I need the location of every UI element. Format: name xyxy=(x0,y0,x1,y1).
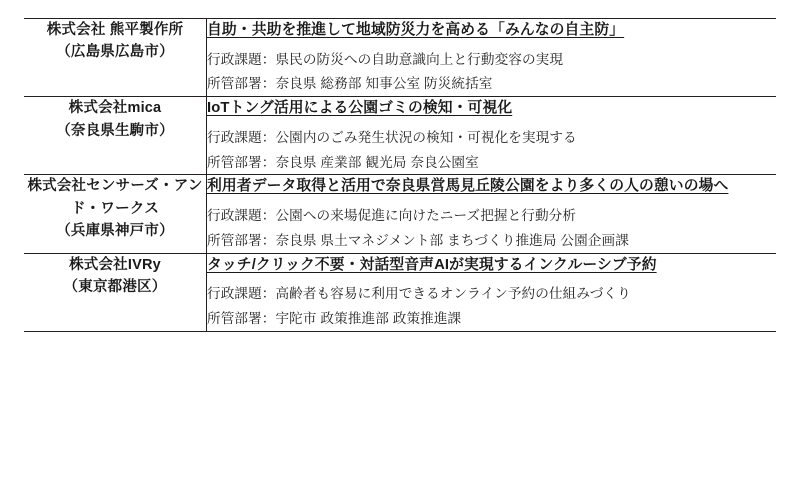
company-cell xyxy=(24,97,207,175)
proposal-title: タッチ/クリック不要・対話型音声AIが実現するインクルーシブ予約 xyxy=(207,256,657,273)
detail-cell xyxy=(207,253,777,331)
company-name: 株式会社IVRy xyxy=(69,256,161,273)
proposal-title: IoTトング活用による公園ゴミの検知・可視化 xyxy=(207,100,513,117)
company-cell xyxy=(24,19,207,97)
detail-cell xyxy=(207,175,777,253)
admin-issue: 行政課題：公園への来場促進に向けたニーズ把握と行動分析 xyxy=(207,208,577,224)
department: 所管部署：奈良県 総務部 知事公室 防災統括室 xyxy=(207,76,493,92)
proposal-title: 利用者データ取得と活用で奈良県営馬見丘陵公園をより多くの人の憩いの場へ xyxy=(207,178,729,195)
company-name: 株式会社mica xyxy=(68,100,162,117)
company-location: （奈良県生駒市） xyxy=(56,122,174,139)
company-name: 株式会社 熊平製作所 xyxy=(46,22,184,38)
table-row xyxy=(24,19,776,97)
department: 所管部署：奈良県 産業部 観光局 奈良公園室 xyxy=(207,154,479,170)
company-cell xyxy=(24,175,207,253)
company-cell xyxy=(24,253,207,331)
table-row xyxy=(24,175,776,253)
admin-issue: 行政課題：県民の防災への自助意識向上と行動変容の実現 xyxy=(207,51,564,67)
detail-cell xyxy=(207,19,777,97)
proposal-title: 自助・共助を推進して地域防災力を高める「みんなの自主防」 xyxy=(207,22,625,38)
table-row xyxy=(24,97,776,175)
company-name: 株式会社センサーズ・アンド・ワークス xyxy=(27,178,203,217)
table-row xyxy=(24,253,776,331)
company-location: （東京都港区） xyxy=(63,279,167,296)
detail-cell xyxy=(207,97,777,175)
company-location: （広島県広島市） xyxy=(56,44,174,61)
admin-issue: 行政課題：高齢者も容易に利用できるオンライン予約の仕組みづくり xyxy=(207,286,631,302)
proposal-table xyxy=(24,18,776,332)
department: 所管部署：宇陀市 政策推進部 政策推進課 xyxy=(207,311,462,327)
admin-issue: 行政課題：公園内のごみ発生状況の検知・可視化を実現する xyxy=(207,129,577,145)
department: 所管部署：奈良県 県土マネジメント部 まちづくり推進局 公園企画課 xyxy=(207,232,629,248)
company-location: （兵庫県神戸市） xyxy=(56,223,174,240)
